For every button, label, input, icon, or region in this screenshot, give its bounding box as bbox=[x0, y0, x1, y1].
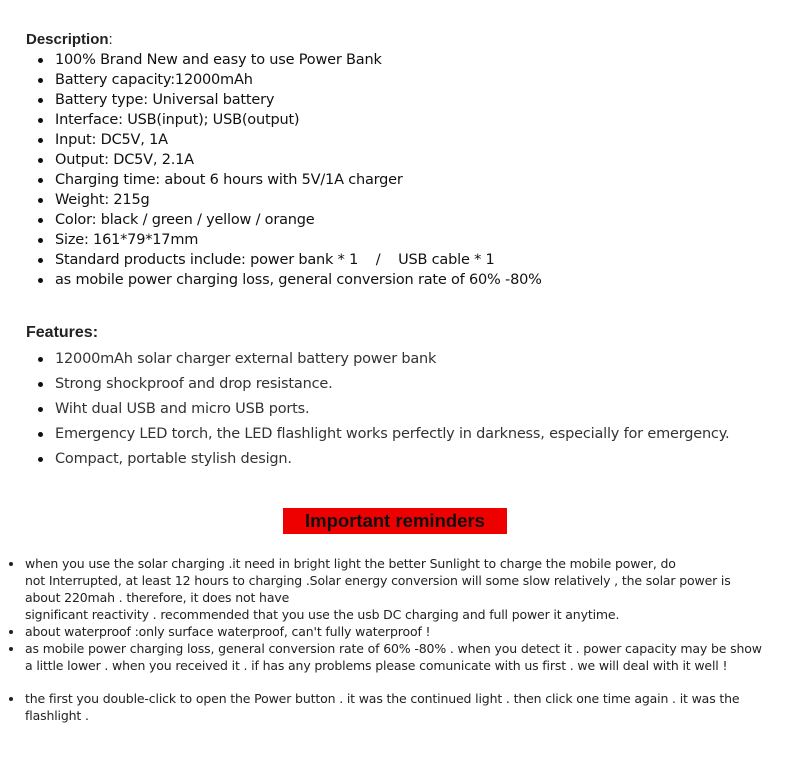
list-item: Compact, portable stylish design. bbox=[0, 447, 729, 472]
list-item: Input: DC5V, 1A bbox=[0, 130, 542, 150]
reminder-line: about 220mah . therefore, it does not have bbox=[25, 590, 290, 605]
description-heading bbox=[26, 31, 113, 48]
description-heading-colon: : bbox=[108, 31, 113, 48]
reminder-line: the first you double-click to open the Power button . it was the continued light . then click one time again . it was the bbox=[25, 691, 740, 706]
reminder-line: a little lower . when you received it . if has any problems please comunicate with us first . we will deal with it well ! bbox=[25, 658, 728, 673]
list-item: Emergency LED torch, the LED flashlight works perfectly in darkness, especially for emergency. bbox=[0, 422, 729, 447]
reminder-line: about waterproof :only surface waterproof, can't fully waterproof ! bbox=[25, 624, 431, 639]
list-item bbox=[0, 555, 785, 623]
reminder-line: significant reactivity . recommended that you use the usb DC charging and full power it anytime. bbox=[25, 607, 620, 622]
list-item: Size: 161*79*17mm bbox=[0, 230, 542, 250]
list-item: Standard products include: power bank * 1 / USB cable * 1 bbox=[0, 250, 542, 270]
features-list bbox=[0, 347, 729, 472]
list-item bbox=[0, 640, 785, 674]
list-item: Charging time: about 6 hours with 5V/1A charger bbox=[0, 170, 542, 190]
reminder-line: not Interrupted, at least 12 hours to charging .Solar energy conversion will some slow relatively , the solar power is bbox=[25, 573, 731, 588]
description-heading-text: Description bbox=[26, 31, 109, 48]
features-heading: Features: bbox=[26, 324, 99, 341]
reminder-line: when you use the solar charging .it need in bright light the better Sunlight to charge the mobile power, do bbox=[25, 556, 676, 571]
list-item: Interface: USB(input); USB(output) bbox=[0, 110, 542, 130]
description-list bbox=[0, 50, 542, 290]
list-item bbox=[0, 690, 785, 724]
list-item: Battery type: Universal battery bbox=[0, 90, 542, 110]
reminders-list bbox=[0, 555, 785, 674]
list-item: Wiht dual USB and micro USB ports. bbox=[0, 397, 729, 422]
reminders-list-secondary bbox=[0, 690, 785, 724]
list-item: Battery capacity:12000mAh bbox=[0, 70, 542, 90]
list-item: as mobile power charging loss, general conversion rate of 60% -80% bbox=[0, 270, 542, 290]
reminder-line: as mobile power charging loss, general conversion rate of 60% -80% . when you detect it . power capacity may be show bbox=[25, 641, 762, 656]
list-item: 12000mAh solar charger external battery power bank bbox=[0, 347, 729, 372]
list-item bbox=[0, 623, 785, 640]
list-item: 100% Brand New and easy to use Power Bank bbox=[0, 50, 542, 70]
important-reminders-banner: Important reminders bbox=[283, 508, 507, 534]
list-item: Weight: 215g bbox=[0, 190, 542, 210]
list-item: Color: black / green / yellow / orange bbox=[0, 210, 542, 230]
list-item: Output: DC5V, 2.1A bbox=[0, 150, 542, 170]
reminder-line: flashlight . bbox=[25, 708, 89, 723]
list-item: Strong shockproof and drop resistance. bbox=[0, 372, 729, 397]
